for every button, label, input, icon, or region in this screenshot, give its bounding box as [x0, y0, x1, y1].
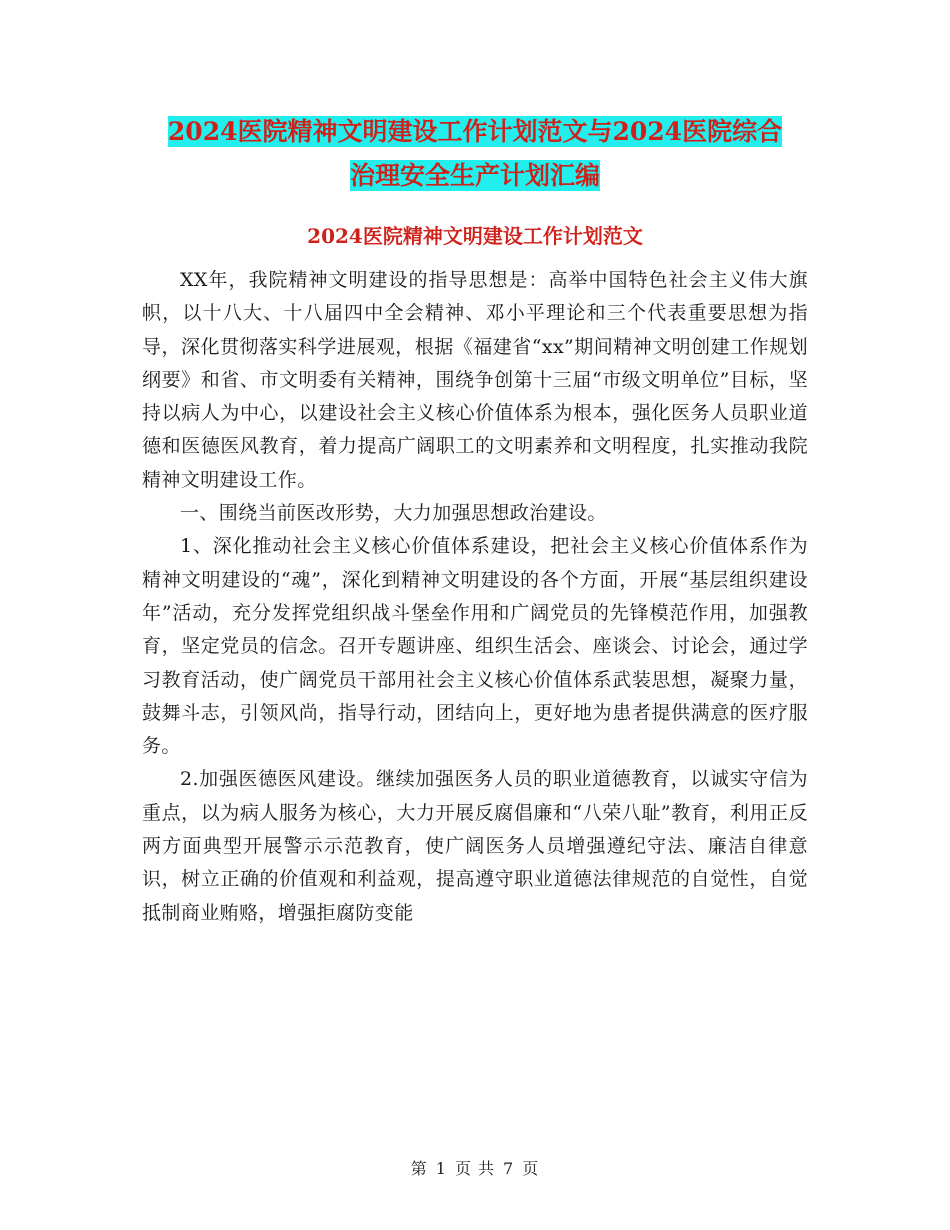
- paragraph: 1、深化推动社会主义核心价值体系建设，把社会主义核心价值体系作为精神文明建设的“魂”，深化到精神文明建设的各个方面，开展“基层组织建设年”活动，充分发挥党组织战斗堡垒作用和广阔党员的先锋模范作用，加强教育，坚定党员的信念。召开专题讲座、组织生活会、座谈会、讨论会，通过学习教育活动，使广阔党员干部用社会主义核心价值体系武装思想，凝聚力量，鼓舞斗志，引领风尚，指导行动，团结向上，更好地为患者提供满意的医疗服务。: [142, 535, 808, 758]
- paragraph: 一、围绕当前医改形势，大力加强思想政治建设。: [180, 502, 607, 525]
- footer-suffix: 页: [522, 1159, 540, 1178]
- document-title: [140, 110, 810, 198]
- footer-page-number: 1: [435, 1159, 447, 1178]
- section-title: 2024医院精神文明建设工作计划范文: [307, 224, 643, 248]
- document-title-line-1: 2024医院精神文明建设工作计划范文与2024医院综合: [167, 117, 783, 146]
- footer-middle: 页 共: [454, 1159, 496, 1178]
- footer-prefix: 第: [410, 1159, 428, 1178]
- paragraph: 2.加强医德医风建设。继续加强医务人员的职业道德教育，以诚实守信为重点，以为病人服务为核心，大力开展反腐倡廉和“八荣八耻”教育，利用正反两方面典型开展警示示范教育，使广阔医务人员增强遵纪守法、廉洁自律意识，树立正确的价值观和利益观，提高遵守职业道德法律规范的自觉性，自觉抵制商业贿赂，增强拒腐防变能: [142, 768, 808, 924]
- footer-total-pages: 7: [503, 1159, 515, 1178]
- document-body: [142, 264, 808, 930]
- paragraph: XX年，我院精神文明建设的指导思想是：高举中国特色社会主义伟大旗帜，以十八大、十八届四中全会精神、邓小平理论和三个代表重要思想为指导，深化贯彻落实科学进展观，根据《福建省“xx”期间精神文明创建工作规划纲要》和省、市文明委有关精神，围绕争创第十三届“市级文明单位”目标，坚持以病人为中心，以建设社会主义核心价值体系为根本，强化医务人员职业道德和医德医风教育，着力提高广阔职工的文明素养和文明程度，扎实推动我院精神文明建设工作。: [142, 269, 808, 491]
- document-title-line-2: 治理安全生产计划汇编: [349, 161, 600, 190]
- page-footer: [0, 1156, 950, 1179]
